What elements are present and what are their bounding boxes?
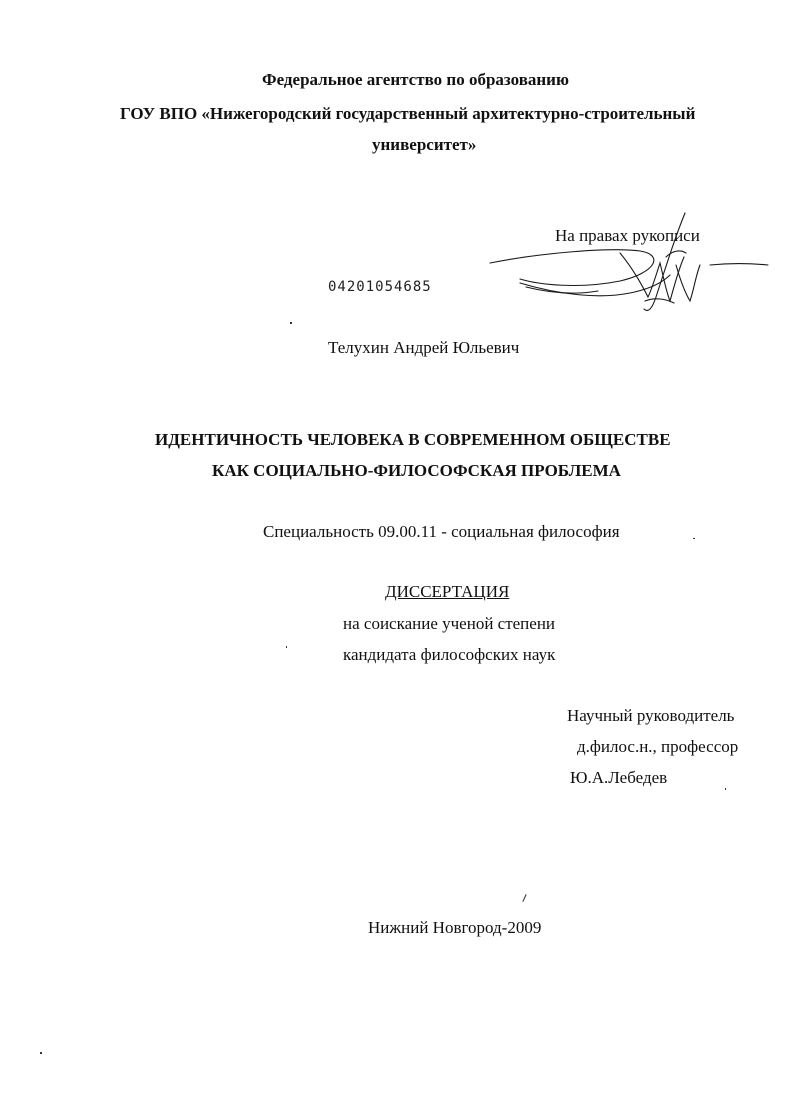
title-line-1: ИДЕНТИЧНОСТЬ ЧЕЛОВЕКА В СОВРЕМЕННОМ ОБЩЕСТВЕ (155, 430, 671, 449)
manuscript-note: На правах рукописи (555, 226, 700, 245)
specialty-line: Специальность 09.00.11 - социальная философия (263, 522, 620, 541)
supervisor-name: Ю.А.Лебедев (570, 768, 668, 787)
scan-speck (522, 894, 526, 902)
degree-line-2: кандидата философских наук (343, 645, 556, 664)
university-line-1: ГОУ ВПО «Нижегородский государственный архитектурно-строительный (120, 104, 696, 123)
scan-speck (286, 646, 287, 648)
agency-line: Федеральное агентство по образованию (262, 70, 569, 89)
dissertation-heading: ДИССЕРТАЦИЯ (385, 582, 510, 601)
city-year: Нижний Новгород-2009 (368, 918, 542, 937)
scan-speck (693, 538, 695, 539)
scan-speck (40, 1052, 42, 1054)
title-line-2: КАК СОЦИАЛЬНО-ФИЛОСОФСКАЯ ПРОБЛЕМА (212, 461, 621, 480)
university-line-2: университет» (372, 135, 477, 154)
signature-icon (480, 205, 770, 315)
supervisor-label: Научный руководитель (567, 706, 735, 725)
supervisor-degree: д.филос.н., профессор (577, 737, 739, 756)
author-name: Телухин Андрей Юльевич (328, 338, 520, 357)
scan-speck (290, 322, 292, 324)
registry-code: 04201054685 (328, 279, 432, 295)
scan-speck (725, 788, 726, 790)
degree-line-1: на соискание ученой степени (343, 614, 556, 633)
